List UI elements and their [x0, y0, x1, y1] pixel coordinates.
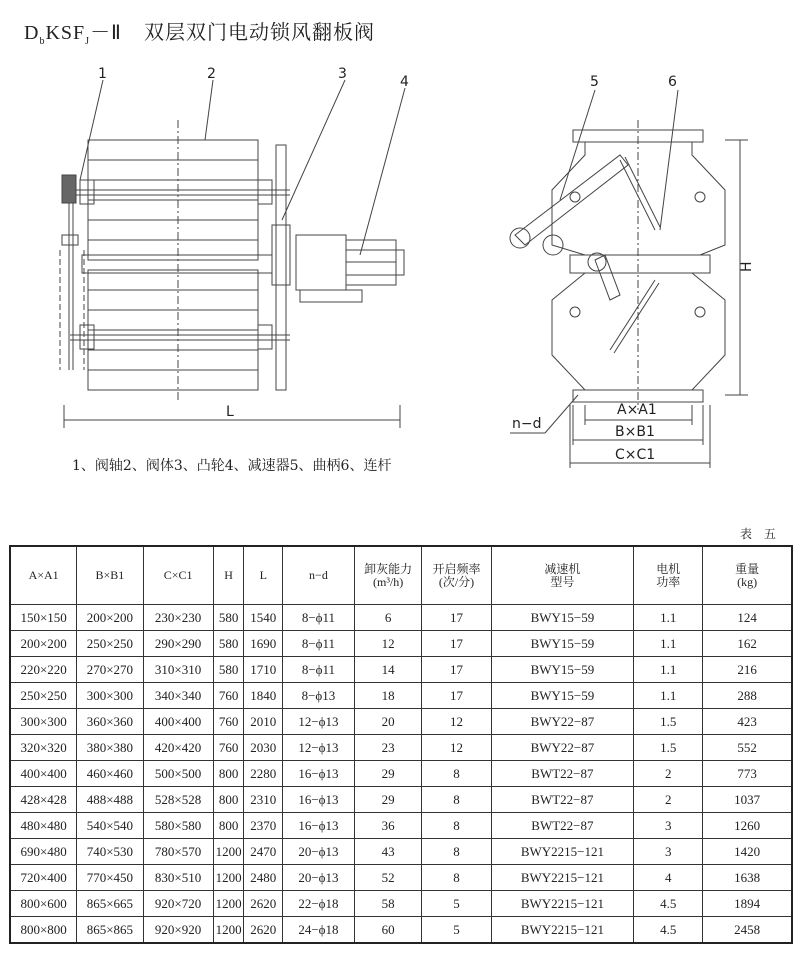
table-cell: BWY15−59 [491, 605, 634, 631]
table-cell: 1200 [213, 891, 244, 917]
table-cell: 290×290 [143, 631, 213, 657]
table-cell: 1540 [244, 605, 283, 631]
column-header: 减速机 型号 [491, 546, 634, 605]
table-cell: 36 [354, 813, 422, 839]
table-cell: 24−ϕ18 [283, 917, 355, 944]
dim-nd: n−d [512, 416, 542, 432]
table-row [10, 839, 792, 865]
table-cell: 500×500 [143, 761, 213, 787]
table-cell: 1.5 [634, 709, 703, 735]
column-header: 卸灰能力 (m³/h) [354, 546, 422, 605]
spec-table [9, 545, 793, 944]
table-cell: 4 [634, 865, 703, 891]
table-cell: 17 [422, 657, 491, 683]
table-cell: 2 [634, 787, 703, 813]
table-cell: 12−ϕ13 [283, 735, 355, 761]
column-header: 开启频率 (次/分) [422, 546, 491, 605]
table-cell: 800 [213, 761, 244, 787]
table-cell: 380×380 [77, 735, 143, 761]
table-cell: 540×540 [77, 813, 143, 839]
table-cell: 423 [703, 709, 792, 735]
table-cell: 8 [422, 761, 491, 787]
table-cell: 200×200 [10, 631, 77, 657]
table-cell: 20−ϕ13 [283, 865, 355, 891]
crank [62, 175, 76, 203]
table-cell: 8−ϕ11 [283, 631, 355, 657]
table-body [10, 605, 792, 944]
table-cell: 16−ϕ13 [283, 761, 355, 787]
dim-H: H [739, 261, 755, 272]
table-cell: 8−ϕ13 [283, 683, 355, 709]
callout-2: 2 [207, 66, 216, 82]
table-cell: 17 [422, 631, 491, 657]
table-cell: 230×230 [143, 605, 213, 631]
table-cell: 865×665 [77, 891, 143, 917]
callout-4: 4 [400, 74, 409, 90]
table-cell: 20 [354, 709, 422, 735]
table-cell: 528×528 [143, 787, 213, 813]
table-cell: 12 [354, 631, 422, 657]
table-cell: 320×320 [10, 735, 77, 761]
column-header: H [213, 546, 244, 605]
column-header: 电机 功率 [634, 546, 703, 605]
table-cell: 400×400 [10, 761, 77, 787]
table-cell: BWT22−87 [491, 761, 634, 787]
table-cell: 760 [213, 683, 244, 709]
reducer [296, 235, 346, 290]
table-cell: BWY2215−121 [491, 891, 634, 917]
table-cell: 552 [703, 735, 792, 761]
table-cell: 12 [422, 735, 491, 761]
table-cell: BWY22−87 [491, 735, 634, 761]
table-cell: BWY15−59 [491, 631, 634, 657]
table-cell: 288 [703, 683, 792, 709]
table-cell: 8 [422, 787, 491, 813]
table-cell: 12−ϕ13 [283, 709, 355, 735]
table-cell: 1260 [703, 813, 792, 839]
product-name: 双层双门电动锁风翻板阀 [143, 20, 375, 44]
table-cell: 16−ϕ13 [283, 813, 355, 839]
table-row [10, 813, 792, 839]
model-prefix: D [24, 22, 40, 44]
table-cell: 300×300 [10, 709, 77, 735]
table-row [10, 709, 792, 735]
table-row [10, 787, 792, 813]
table-row [10, 657, 792, 683]
dim-BB1: B×B1 [615, 424, 655, 440]
table-cell: 2010 [244, 709, 283, 735]
table-cell: 124 [703, 605, 792, 631]
table-cell: 12 [422, 709, 491, 735]
table-label: 表 五 [740, 527, 780, 541]
table-cell: 780×570 [143, 839, 213, 865]
table-cell: 17 [422, 605, 491, 631]
table-row [10, 917, 792, 944]
table-cell: 1690 [244, 631, 283, 657]
table-cell: 1200 [213, 839, 244, 865]
table-cell: 2480 [244, 865, 283, 891]
table-cell: 58 [354, 891, 422, 917]
parts-legend: 1、阀轴2、阀体3、凸轮4、减速器5、曲柄6、连杆 [72, 458, 392, 474]
table-cell: 300×300 [77, 683, 143, 709]
table-cell: 6 [354, 605, 422, 631]
table-row [10, 683, 792, 709]
column-header: n−d [283, 546, 355, 605]
table-cell: 460×460 [77, 761, 143, 787]
table-cell: 4.5 [634, 917, 703, 944]
table-cell: 2620 [244, 891, 283, 917]
table-cell: 8 [422, 813, 491, 839]
table-cell: 1037 [703, 787, 792, 813]
table-cell: 1.1 [634, 683, 703, 709]
table-cell: 760 [213, 709, 244, 735]
model-suffix: －Ⅱ [90, 22, 122, 44]
page-title [24, 16, 375, 47]
table-cell: 8−ϕ11 [283, 657, 355, 683]
column-header: B×B1 [77, 546, 143, 605]
table-cell: 2620 [244, 917, 283, 944]
dim-L: L [226, 404, 234, 420]
table-cell: BWT22−87 [491, 813, 634, 839]
table-cell: 216 [703, 657, 792, 683]
table-row [10, 891, 792, 917]
table-cell: 360×360 [77, 709, 143, 735]
table-cell: BWT22−87 [491, 787, 634, 813]
table-cell: 22−ϕ18 [283, 891, 355, 917]
table-cell: 14 [354, 657, 422, 683]
table-cell: 1638 [703, 865, 792, 891]
callout-6: 6 [668, 74, 677, 90]
table-cell: 800 [213, 813, 244, 839]
table-cell: 690×480 [10, 839, 77, 865]
table-header-row [10, 546, 792, 605]
table-cell: 200×200 [77, 605, 143, 631]
model-sub2: J [85, 36, 91, 47]
table-cell: 8 [422, 839, 491, 865]
table-cell: 580 [213, 605, 244, 631]
dim-CC1: C×C1 [615, 447, 656, 463]
table-cell: 773 [703, 761, 792, 787]
table-cell: 23 [354, 735, 422, 761]
table-cell: 220×220 [10, 657, 77, 683]
table-cell: BWY2215−121 [491, 839, 634, 865]
table-cell: 60 [354, 917, 422, 944]
column-header: A×A1 [10, 546, 77, 605]
table-cell: 2310 [244, 787, 283, 813]
model-code [24, 22, 122, 47]
table-cell: 480×480 [10, 813, 77, 839]
table-cell: 1200 [213, 865, 244, 891]
table-row [10, 761, 792, 787]
table-cell: BWY22−87 [491, 709, 634, 735]
table-cell: 400×400 [143, 709, 213, 735]
cam [276, 145, 286, 390]
table-cell: 830×510 [143, 865, 213, 891]
table-cell: 1420 [703, 839, 792, 865]
table-cell: BWY15−59 [491, 657, 634, 683]
table-cell: 310×310 [143, 657, 213, 683]
table-cell: 8−ϕ11 [283, 605, 355, 631]
dim-AA1: A×A1 [617, 402, 657, 418]
table-cell: 770×450 [77, 865, 143, 891]
table-cell: 18 [354, 683, 422, 709]
table-cell: 52 [354, 865, 422, 891]
table-cell: 1894 [703, 891, 792, 917]
table-cell: 1710 [244, 657, 283, 683]
model-mid: KSF [45, 22, 86, 44]
table-cell: 1840 [244, 683, 283, 709]
table-cell: 270×270 [77, 657, 143, 683]
table-cell: 865×865 [77, 917, 143, 944]
table-cell: 16−ϕ13 [283, 787, 355, 813]
column-header: L [244, 546, 283, 605]
table-cell: 420×420 [143, 735, 213, 761]
technical-drawing [0, 50, 800, 470]
table-cell: 1.1 [634, 605, 703, 631]
table-cell: BWY2215−121 [491, 917, 634, 944]
table-cell: 2280 [244, 761, 283, 787]
table-row [10, 735, 792, 761]
table-cell: 43 [354, 839, 422, 865]
table-cell: 340×340 [143, 683, 213, 709]
table-cell: 428×428 [10, 787, 77, 813]
table-cell: 740×530 [77, 839, 143, 865]
table-cell: BWY15−59 [491, 683, 634, 709]
table-cell: 2 [634, 761, 703, 787]
side-view [60, 80, 405, 428]
table-cell: 3 [634, 839, 703, 865]
table-cell: 800×600 [10, 891, 77, 917]
table-cell: 29 [354, 787, 422, 813]
table-cell: 162 [703, 631, 792, 657]
table-row [10, 631, 792, 657]
table-cell: 1.5 [634, 735, 703, 761]
table-cell: 17 [422, 683, 491, 709]
table-cell: 760 [213, 735, 244, 761]
callout-5: 5 [590, 74, 599, 90]
table-cell: 5 [422, 891, 491, 917]
table-cell: 800 [213, 787, 244, 813]
model-sub1: b [39, 36, 46, 47]
table-cell: 150×150 [10, 605, 77, 631]
table-cell: 920×920 [143, 917, 213, 944]
table-cell: 4.5 [634, 891, 703, 917]
callout-1: 1 [98, 66, 107, 82]
table-row [10, 865, 792, 891]
table-cell: 1.1 [634, 631, 703, 657]
table-cell: 488×488 [77, 787, 143, 813]
table-cell: 3 [634, 813, 703, 839]
table-cell: 800×800 [10, 917, 77, 944]
table-cell: 250×250 [77, 631, 143, 657]
table-cell: BWY2215−121 [491, 865, 634, 891]
table-cell: 2470 [244, 839, 283, 865]
table-cell: 580×580 [143, 813, 213, 839]
table-cell: 5 [422, 917, 491, 944]
callout-3: 3 [338, 66, 347, 82]
table-cell: 250×250 [10, 683, 77, 709]
column-header: C×C1 [143, 546, 213, 605]
table-cell: 1.1 [634, 657, 703, 683]
table-cell: 20−ϕ13 [283, 839, 355, 865]
table-row [10, 605, 792, 631]
table-cell: 720×400 [10, 865, 77, 891]
table-cell: 1200 [213, 917, 244, 944]
table-cell: 920×720 [143, 891, 213, 917]
table-cell: 2370 [244, 813, 283, 839]
table-cell: 580 [213, 631, 244, 657]
table-cell: 8 [422, 865, 491, 891]
table-cell: 29 [354, 761, 422, 787]
column-header: 重量 (kg) [703, 546, 792, 605]
table-cell: 580 [213, 657, 244, 683]
table-cell: 2458 [703, 917, 792, 944]
table-cell: 2030 [244, 735, 283, 761]
